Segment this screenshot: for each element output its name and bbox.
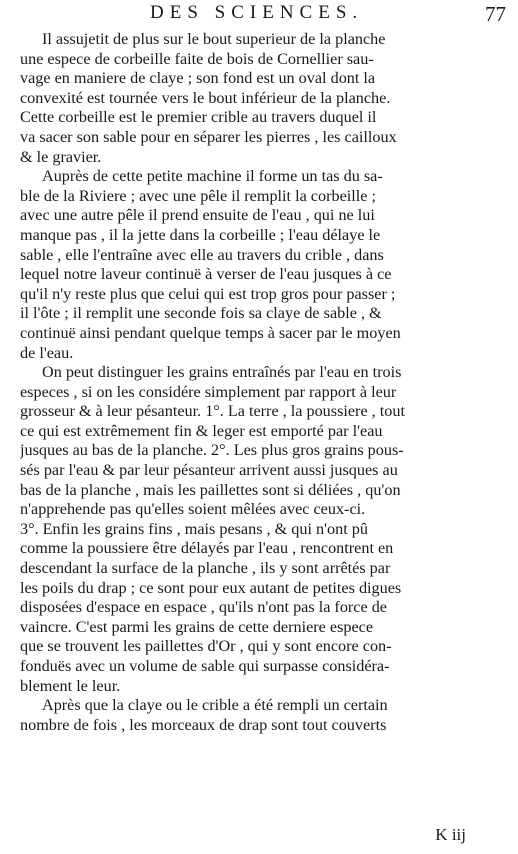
- text-line: ce qui est extrêmement fin & leger est emporté par l'eau: [20, 421, 383, 440]
- text-line: les poils du drap ; ce sont pour eux autant de petites digues: [20, 578, 402, 597]
- body-text: [20, 30, 510, 735]
- text-line: grosseur & à leur pésanteur. 1°. La terre , la poussiere , tout: [20, 402, 405, 421]
- text-line: blement le leur.: [20, 676, 121, 695]
- page-number: 77: [485, 2, 506, 26]
- text-line: nombre de fois , les morceaux de drap sont tout couverts: [20, 715, 387, 734]
- text-line: ble de la Riviere ; avec une pêle il remplit la corbeille ;: [20, 186, 376, 205]
- text-line: une espece de corbeille faite de bois de Cornellier sau-: [20, 49, 374, 68]
- paragraph: [20, 696, 510, 735]
- text-line: va sacer son sable pour en séparer les pierres , les cailloux: [20, 127, 397, 146]
- text-line: manque pas , il la jette dans la corbeille ; l'eau délaye le: [20, 225, 381, 244]
- text-line: sable , elle l'entraîne avec elle au travers du crible , dans: [20, 245, 384, 264]
- text-line: n'apprehende pas qu'elles soient mêlées avec ceux-ci.: [20, 500, 366, 519]
- text-line: jusques au bas de la planche. 2°. Les plus gros grains pous-: [20, 441, 404, 460]
- page-header: [0, 2, 518, 26]
- signature-mark: K iij: [435, 825, 466, 844]
- text-line: lequel notre laveur continuë à verser de l'eau jusques à ce: [20, 265, 392, 284]
- text-line: & le gravier.: [20, 147, 102, 166]
- text-line: descendant la surface de la planche , ils y sont arrêtés par: [20, 559, 391, 578]
- text-line: qu'il n'y reste plus que celui qui est trop gros pour passer ;: [20, 284, 396, 303]
- paragraph: [20, 30, 510, 167]
- text-line: comme la poussiere être délayés par l'eau , rencontrent en: [20, 539, 394, 558]
- text-line: sés par l'eau & par leur pésanteur arrivent aussi jusques au: [20, 461, 398, 480]
- text-line: Auprès de cette petite machine il forme un tas du sa-: [42, 167, 383, 186]
- text-line: il l'ôte ; il remplit une seconde fois sa claye de sable , &: [20, 304, 382, 323]
- text-line: vage en maniere de claye ; son fond est un oval dont la: [20, 69, 376, 88]
- text-line: vaincre. C'est parmi les grains de cette derniere espece: [20, 617, 374, 636]
- text-line: continuë ainsi pendant quelque temps à sacer par le moyen: [20, 323, 401, 342]
- text-line: que se trouvent les paillettes d'Or , qui y sont encore con-: [20, 637, 392, 656]
- text-line: On peut distinguer les grains entraînés par l'eau en trois: [42, 363, 402, 382]
- text-line: 3°. Enfin les grains fins , mais pesans , & qui n'ont pû: [20, 519, 368, 538]
- text-line: de l'eau.: [20, 343, 74, 362]
- text-line: Après que la claye ou le crible a été rempli un certain: [42, 696, 388, 715]
- text-line: fonduës avec un volume de sable qui surpasse considéra-: [20, 657, 390, 675]
- text-line: convexité est tournée vers le bout inférieur de la planche.: [20, 88, 391, 107]
- paragraph: [20, 167, 510, 363]
- text-line: avec une autre pêle il prend ensuite de l'eau , qui ne lui: [20, 206, 375, 225]
- running-head: DES SCIENCES.: [150, 2, 364, 23]
- text-line: especes , si on les considére simplement par rapport à leur: [20, 382, 397, 401]
- text-line: disposées d'espace en espace , qu'ils n'ont pas la force de: [20, 598, 387, 617]
- text-line: Il assujetit de plus sur le bout superieur de la planche: [42, 30, 386, 48]
- text-line: Cette corbeille est le premier crible au travers duquel il: [20, 108, 377, 127]
- text-line: bas de la planche , mais les paillettes sont si déliées , qu'on: [20, 480, 401, 499]
- paragraph: [20, 363, 510, 696]
